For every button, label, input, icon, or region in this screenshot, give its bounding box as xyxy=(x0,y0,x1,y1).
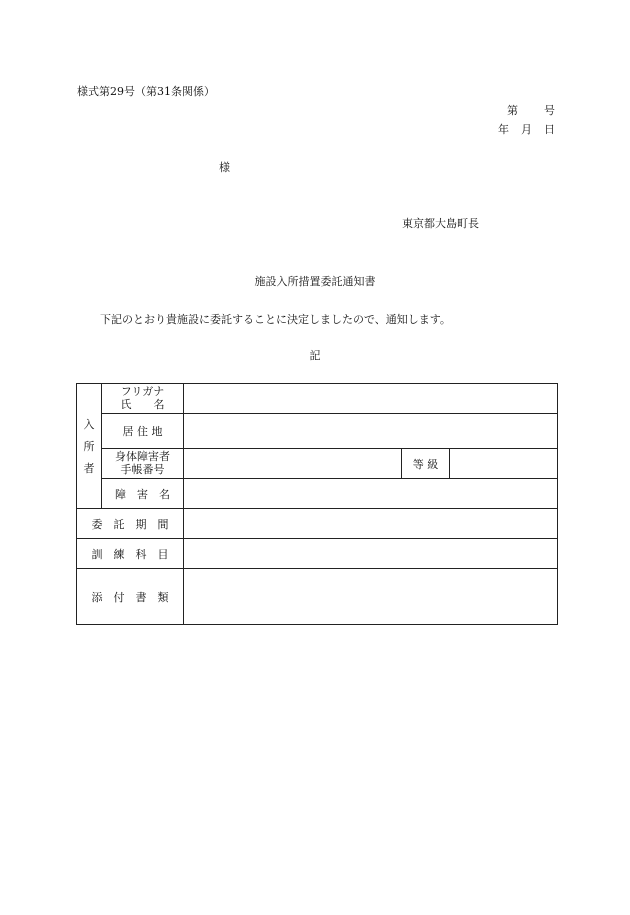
date-day: 日 xyxy=(544,123,555,136)
group-label-char: 所 xyxy=(83,439,95,453)
grade-field[interactable] xyxy=(450,449,558,479)
training-subject-label: 訓 練 科 目 xyxy=(77,539,184,569)
document-number xyxy=(507,105,555,116)
group-label-char: 者 xyxy=(83,461,95,475)
residence-field[interactable] xyxy=(184,414,558,449)
date-year: 年 xyxy=(498,123,509,136)
number-dai: 第 xyxy=(507,104,518,117)
attached-documents-label: 添 付 書 類 xyxy=(77,569,184,625)
table-row-residence xyxy=(77,414,558,449)
form-number: 様式第29号（第31条関係） xyxy=(77,85,215,98)
number-go: 号 xyxy=(544,104,555,117)
issuer-name: 東京都大島町長 xyxy=(402,217,479,230)
disability-name-field[interactable] xyxy=(184,479,558,509)
name-label: 氏 名 xyxy=(120,397,165,411)
document-title: 施設入所措置委託通知書 xyxy=(254,275,376,288)
table-row-period xyxy=(77,509,558,539)
table-row-name xyxy=(77,384,558,414)
issue-date xyxy=(498,124,555,135)
resident-group-label xyxy=(77,384,102,509)
attached-documents-field[interactable] xyxy=(184,569,558,625)
residence-label: 居 住 地 xyxy=(102,414,184,449)
handbook-label-line2: 手帳番号 xyxy=(120,462,165,476)
grade-label: 等 級 xyxy=(402,449,450,479)
consignment-period-field[interactable] xyxy=(184,509,558,539)
handbook-label-cell xyxy=(102,449,184,479)
furigana-label: フリガナ xyxy=(120,384,165,398)
handbook-number-field[interactable] xyxy=(184,449,402,479)
training-subject-field[interactable] xyxy=(184,539,558,569)
handbook-label-line1: 身体障害者 xyxy=(115,449,170,463)
table-row-disability xyxy=(77,479,558,509)
name-label-cell xyxy=(102,384,184,414)
consignment-form-table xyxy=(76,383,558,625)
table-row-handbook xyxy=(77,449,558,479)
name-field[interactable] xyxy=(184,384,558,414)
consignment-period-label: 委 託 期 間 xyxy=(77,509,184,539)
table-row-attachments xyxy=(77,569,558,625)
table-row-training xyxy=(77,539,558,569)
group-label-char: 入 xyxy=(83,417,95,431)
disability-name-label: 障 害 名 xyxy=(102,479,184,509)
notice-body-text: 下記のとおり貴施設に委託することに決定しましたので、通知します。 xyxy=(100,313,451,326)
date-month: 月 xyxy=(521,123,532,136)
addressee-honorific: 様 xyxy=(219,161,230,174)
ki-heading: 記 xyxy=(309,349,321,362)
